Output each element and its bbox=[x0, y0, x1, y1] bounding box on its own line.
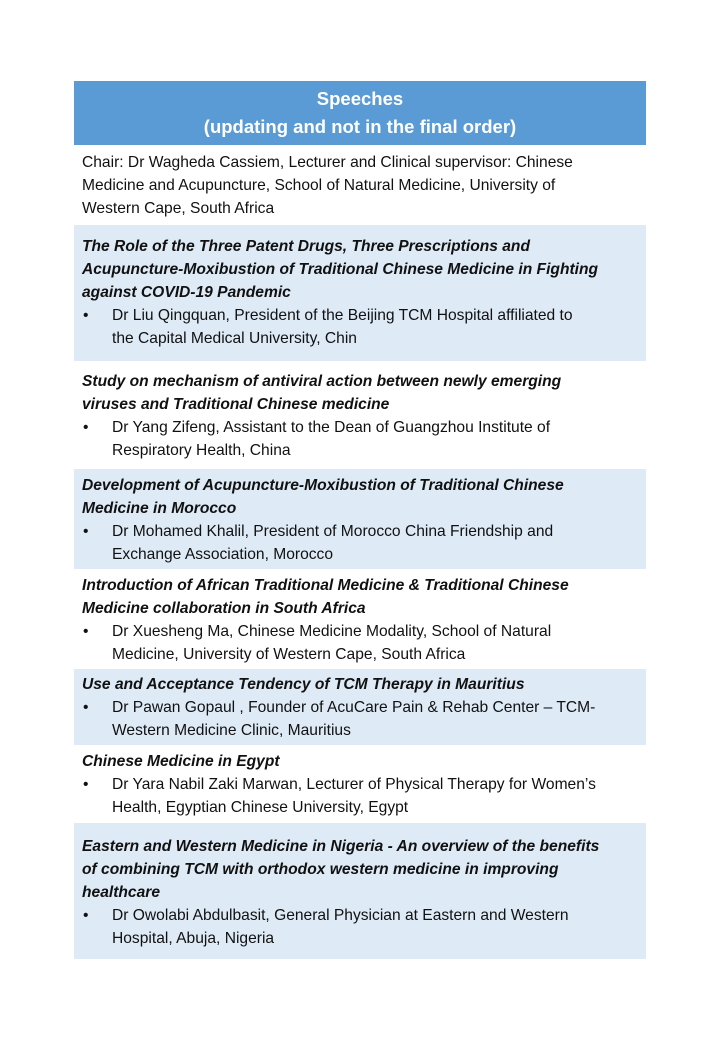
speaker-item: • Dr Yang Zifeng, Assistant to the Dean of Guangzhou Institute of Respiratory Health, China bbox=[82, 416, 638, 462]
speeches-table bbox=[74, 81, 646, 959]
speaker-item: • Dr Mohamed Khalil, President of Morocco China Friendship and Exchange Association, Morocco bbox=[82, 520, 638, 566]
speech-title: Study on mechanism of antiviral action between newly emerging viruses and Traditional Chinese medicine bbox=[82, 373, 562, 413]
speaker-item: • Dr Liu Qingquan, President of the Beijing TCM Hospital affiliated to the Capital Medical University, Chin bbox=[82, 304, 638, 350]
bullet-icon: • bbox=[83, 307, 89, 324]
speech-title: Use and Acceptance Tendency of TCM Therapy in Mauritius bbox=[82, 676, 525, 693]
speech-row bbox=[74, 361, 646, 469]
speech-row bbox=[74, 823, 646, 959]
speech-title: The Role of the Three Patent Drugs, Three Prescriptions and Acupuncture-Moxibustion of Traditional Chinese Medicine in Fighting against COVID-19 Pandemic bbox=[82, 238, 599, 301]
speech-row bbox=[74, 469, 646, 569]
header-subtitle: (updating and not in the final order) bbox=[203, 116, 517, 137]
bullet-icon: • bbox=[83, 699, 89, 716]
speech-row bbox=[74, 745, 646, 823]
chair-row bbox=[74, 145, 646, 225]
speaker-item: • Dr Yara Nabil Zaki Marwan, Lecturer of Physical Therapy for Women’s Health, Egyptian Chinese University, Egypt bbox=[82, 773, 638, 819]
chair-text-line: Western Cape, South Africa bbox=[82, 200, 275, 217]
bullet-icon: • bbox=[83, 523, 89, 540]
speech-row bbox=[74, 669, 646, 745]
chair-text-line: Medicine and Acupuncture, School of Natural Medicine, University of bbox=[82, 177, 556, 194]
speaker-item: • Dr Xuesheng Ma, Chinese Medicine Modality, School of Natural Medicine, University of Western Cape, South Africa bbox=[82, 620, 638, 666]
speech-title: Eastern and Western Medicine in Nigeria - An overview of the benefits of combining TCM with orthodox western medicine in improving healthcare bbox=[82, 838, 600, 901]
speech-title: Chinese Medicine in Egypt bbox=[82, 753, 280, 770]
speaker-item: • Dr Pawan Gopaul , Founder of AcuCare Pain & Rehab Center – TCM- Western Medicine Clinic, Mauritius bbox=[82, 696, 638, 742]
table-header bbox=[74, 81, 646, 145]
chair-text-line: Chair: Dr Wagheda Cassiem, Lecturer and Clinical supervisor: Chinese bbox=[82, 154, 573, 171]
speech-row bbox=[74, 569, 646, 669]
speech-title: Development of Acupuncture-Moxibustion of Traditional Chinese Medicine in Morocco bbox=[82, 477, 564, 517]
speaker-item: • Dr Owolabi Abdulbasit, General Physician at Eastern and Western Hospital, Abuja, Nigeria bbox=[82, 904, 638, 950]
header-title: Speeches bbox=[316, 88, 404, 109]
bullet-icon: • bbox=[83, 623, 89, 640]
speech-title: Introduction of African Traditional Medicine & Traditional Chinese Medicine collaboration in South Africa bbox=[82, 577, 569, 617]
bullet-icon: • bbox=[83, 776, 89, 793]
speech-row bbox=[74, 225, 646, 361]
bullet-icon: • bbox=[83, 907, 89, 924]
bullet-icon: • bbox=[83, 419, 89, 436]
